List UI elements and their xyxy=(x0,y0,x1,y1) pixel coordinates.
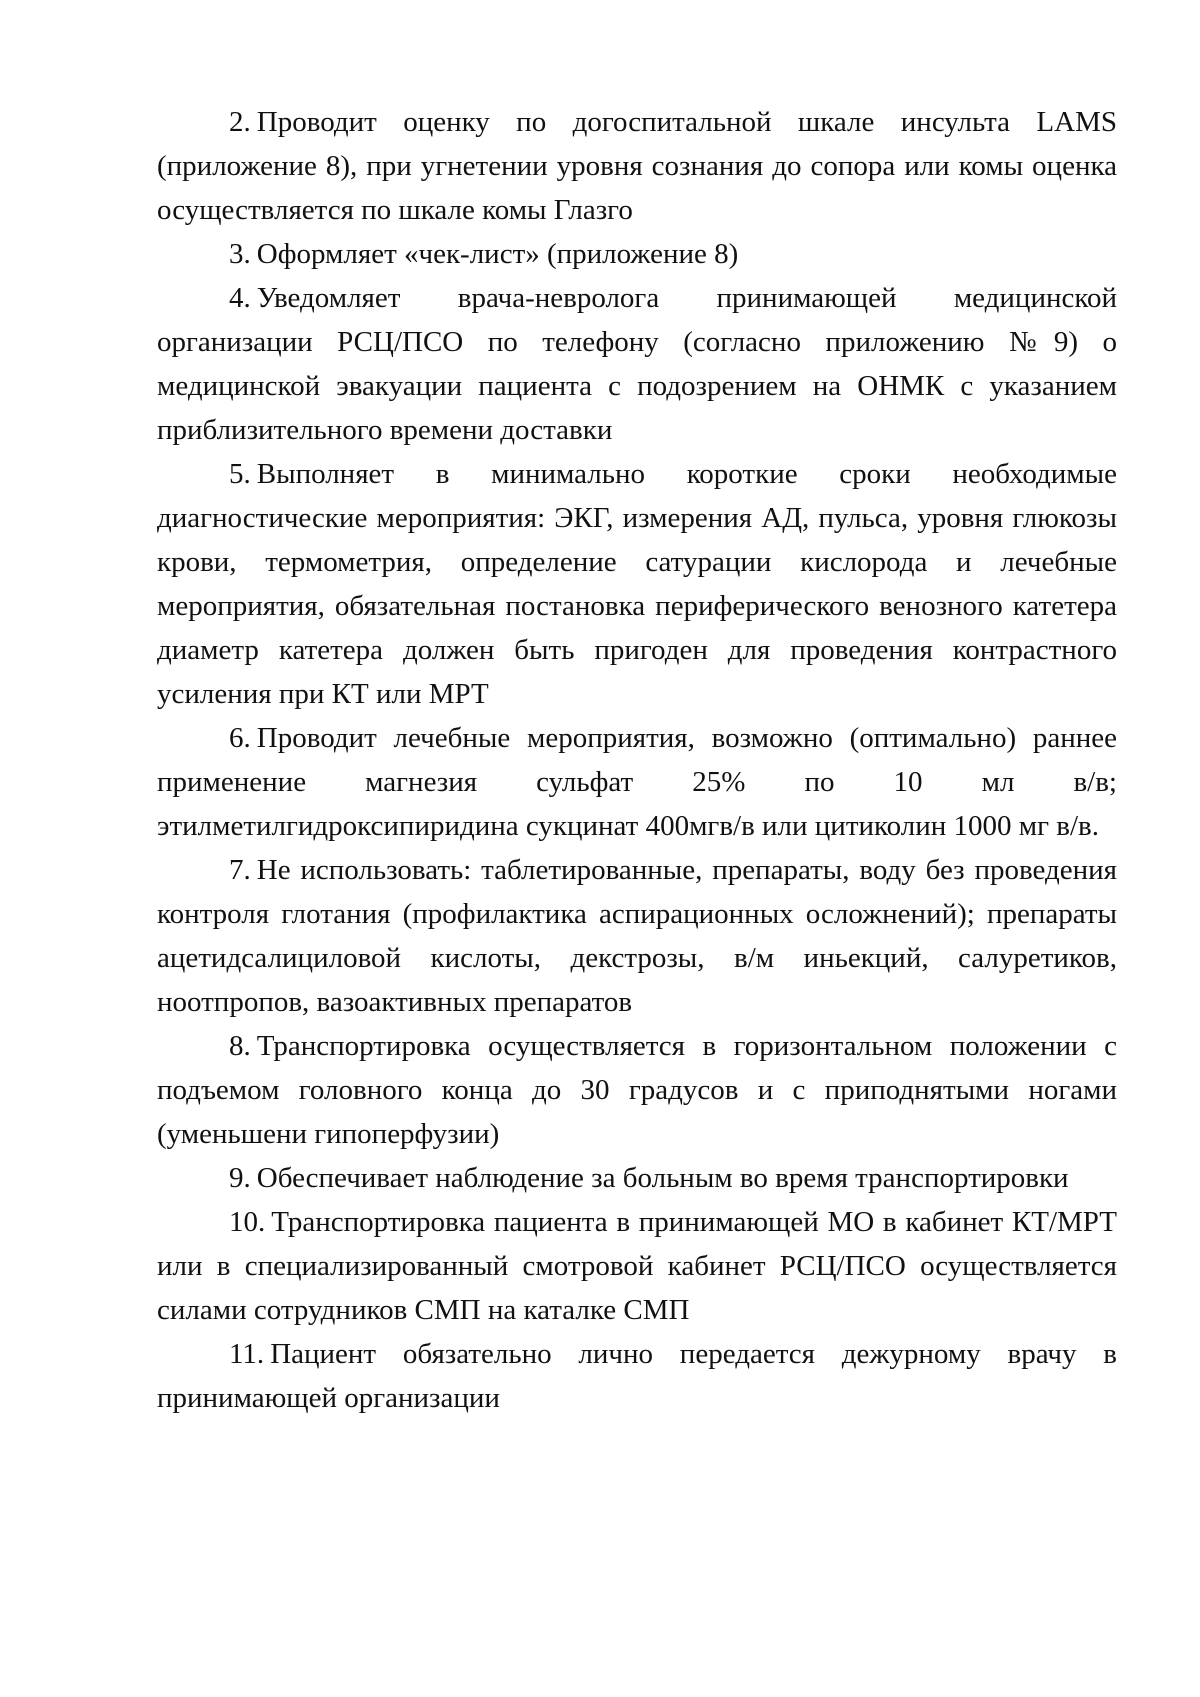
item-text: Уведомляет врача-невролога принимающей медицинской организации РСЦ/ПСО по телефону (согласно приложению №9) о медицинской эвакуации пациента с подозрением на ОНМК с указанием приблизительного времени доставки xyxy=(157,282,1117,446)
item-text: Проводит лечебные мероприятия, возможно (оптимально) раннее применение магнезия сульфат 25% по 10 мл в/в; этилметилгидроксипиридина сукцинат 400мгв/в или цитиколин 1000 мг в/в. xyxy=(157,722,1117,842)
item-number: 2. xyxy=(229,106,251,138)
item-number: 6. xyxy=(229,722,251,754)
list-item-5 xyxy=(157,452,1117,716)
list-item-6 xyxy=(157,716,1117,848)
list-item-11 xyxy=(157,1332,1117,1420)
list-item-2 xyxy=(157,100,1117,232)
document-page xyxy=(157,100,1117,1420)
item-number: 9. xyxy=(229,1162,251,1194)
item-number: 11. xyxy=(229,1338,265,1370)
list-item-9 xyxy=(157,1156,1117,1200)
item-text: Обеспечивает наблюдение за больным во время транспортировки xyxy=(256,1162,1069,1194)
item-text: Транспортировка пациента в принимающей МО в кабинет КТ/МРТ или в специализированный смотровой кабинет РСЦ/ПСО осуществляется силами сотрудников СМП на каталке СМП xyxy=(157,1206,1117,1326)
item-text: Не использовать: таблетированные, препараты, воду без проведения контроля глотания (профилактика аспирационных осложнений); препараты ацетидсалициловой кислоты, декстрозы, в/м иньекций, салуретиков, ноотпропов, вазоактивных препаратов xyxy=(157,854,1117,1018)
item-text: Пациент обязательно лично передается дежурному врачу в принимающей организации xyxy=(157,1338,1117,1414)
list-item-10 xyxy=(157,1200,1117,1332)
item-number: 8. xyxy=(229,1030,251,1062)
item-number: 4. xyxy=(229,282,251,314)
item-text: Проводит оценку по догоспитальной шкале инсульта LAMS (приложение 8), при угнетении уровня сознания до сопора или комы оценка осуществляется по шкале комы Глазго xyxy=(157,106,1117,226)
list-item-7 xyxy=(157,848,1117,1024)
item-number: 7. xyxy=(229,854,251,886)
item-text: Оформляет «чек-лист» (приложение 8) xyxy=(256,238,739,270)
item-text: Выполняет в минимально короткие сроки необходимые диагностические мероприятия: ЭКГ, измерения АД, пульса, уровня глюкозы крови, термометрия, определение сатурации кислорода и лечебные мероприятия, обязательная постановка периферического венозного катетера диаметр катетера должен быть пригоден для проведения контрастного усиления при КТ или МРТ xyxy=(157,458,1117,710)
item-number: 3. xyxy=(229,238,251,270)
item-text: Транспортировка осуществляется в горизонтальном положении с подъемом головного конца до 30 градусов и с приподнятыми ногами (уменьшени гипоперфузии) xyxy=(157,1030,1117,1150)
list-item-3 xyxy=(157,232,1117,276)
list-item-4 xyxy=(157,276,1117,452)
item-number: 10. xyxy=(229,1206,266,1238)
list-item-8 xyxy=(157,1024,1117,1156)
item-number: 5. xyxy=(229,458,251,490)
